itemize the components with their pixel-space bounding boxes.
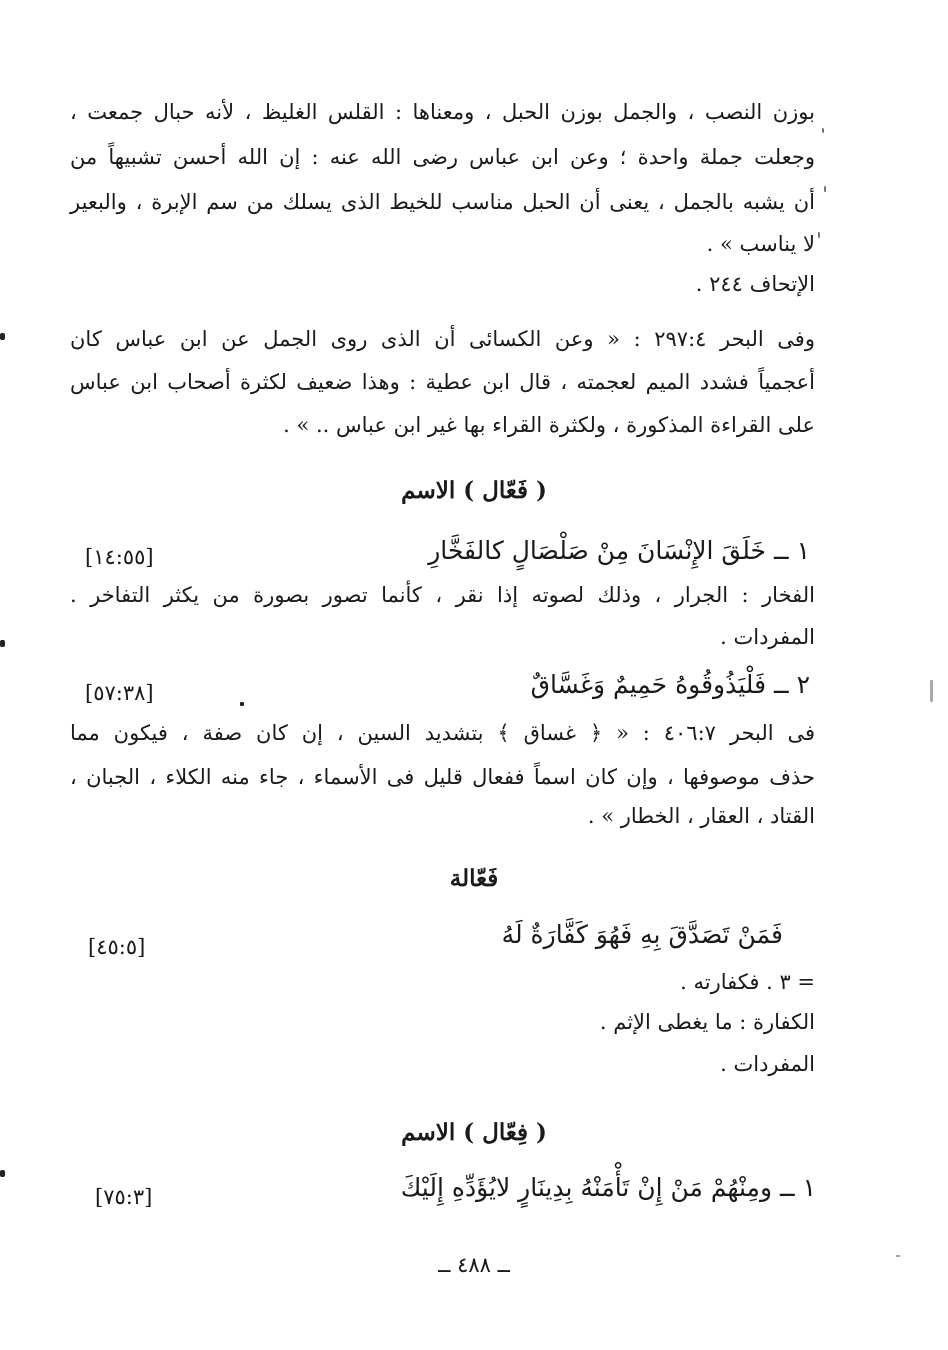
para1-line-1: بوزن النصب ، والجمل بوزن الحبل ، ومعناها : القلس الغليظ ، لأنه حبال جمعت ، (70, 100, 815, 124)
verse-2-reference: [٥٧:٣٨] (85, 681, 154, 705)
para2-line-3: على القراءة المذكورة ، ولكثرة القراء بها غير ابن عباس .. » . (283, 413, 815, 437)
page-number: ــ ٤٨٨ ــ (438, 1253, 510, 1277)
ithaf-reference: الإتحاف ٢٤٤ . (695, 272, 815, 296)
verse-1-source: المفردات . (720, 625, 815, 649)
scan-mark (0, 333, 5, 340)
verse-1: ١ ــ خَلَقَ الإِنْسَانَ مِنْ صَلْصَالٍ كالفَخَّارِ (428, 536, 810, 565)
scan-speck (818, 232, 820, 238)
verse-2-comment-line-2: حذف موصوفها ، وإن كان اسماً ففعال قليل فى الأسماء ، جاء منه الكلاء ، الجبان ، (70, 765, 815, 789)
verse-1-gloss: الفخار : الجرار ، وذلك لصوته إذا نقر ، كأنما تصور بصورة من يكثر التفاخر . (70, 583, 815, 607)
verse-3: فَمَنْ تَصَدَّقَ بِهِ فَهُوَ كَفَّارَةٌ لَهُ (501, 920, 783, 949)
verse-3-source: المفردات . (720, 1052, 815, 1076)
scan-mark (0, 640, 5, 647)
section-heading-faaala: فَعّالة (449, 865, 499, 892)
para1-line-4: لا يناسب » . (706, 232, 815, 256)
para1-line-2: وجعلت جملة واحدة ؛ وعن ابن عباس رضى الله عنه : إن الله أحسن تشبيهاً من (70, 145, 815, 169)
section-heading-fiaal: ( فِعّال ) الاسم (401, 1119, 547, 1146)
scan-speck (930, 680, 933, 702)
scan-speck (824, 186, 826, 192)
scan-speck (240, 702, 244, 706)
verse-3-count: = ٣ . فكفارته . (680, 970, 815, 994)
verse-2: ٢ ــ فَلْيَذُوقُوهُ حَمِيمٌ وَغَسَّاقٌ (530, 670, 810, 699)
scan-speck (822, 128, 824, 133)
verse-3-reference: [٤٥:٥] (88, 935, 146, 959)
verse-4-reference: [٧٥:٣] (95, 1185, 153, 1209)
scan-mark (0, 1170, 5, 1177)
para2-line-1: وفى البحر ٢٩٧:٤ : « وعن الكسائى أن الذى روى الجمل عن ابن عباس كان (70, 327, 815, 351)
verse-1-reference: [١٤:٥٥] (85, 545, 154, 569)
para1-line-3: أن يشبه بالجمل ، يعنى أن الحبل مناسب للخيط الذى يسلك من سم الإبرة ، والبعير (70, 190, 815, 214)
section-heading-faaal: ( فَعّال ) الاسم (401, 477, 547, 504)
verse-2-comment-line-1: فى البحر ٤٠٦:٧ : « ﴿ غساق ﴾ بتشديد السين ، إن كان صفة ، فيكون مما (70, 721, 815, 745)
scan-speck (896, 1255, 900, 1257)
verse-3-gloss: الكفارة : ما يغطى الإثم . (599, 1010, 815, 1034)
verse-4: ١ ــ ومِنْهُمْ مَنْ إِنْ تَأْمَنْهُ بِدِينَارٍ لايُؤَدِّهِ إِلَيْكَ (400, 1173, 816, 1202)
para2-line-2: أعجمياً فشدد الميم لعجمته ، قال ابن عطية : وهذا ضعيف لكثرة أصحاب ابن عباس (70, 370, 815, 394)
verse-2-comment-line-3: القتاد ، العقار ، الخطار » . (587, 804, 815, 828)
